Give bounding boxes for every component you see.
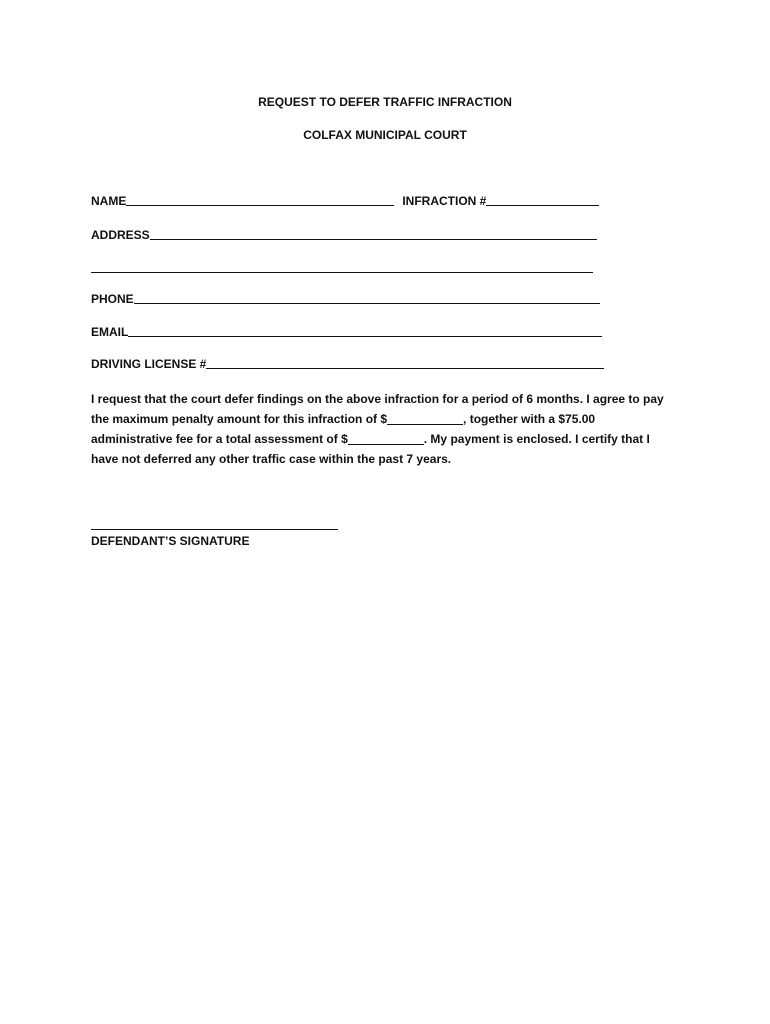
total-assessment-field[interactable]	[348, 432, 424, 445]
name-field[interactable]	[126, 193, 394, 206]
phone-row	[91, 291, 600, 306]
statement-line-2	[91, 409, 691, 429]
statement-line-3-end: . My payment is enclosed. I certify that I	[423, 432, 650, 446]
driving-license-row	[91, 356, 604, 371]
address-label: ADDRESS	[91, 228, 150, 242]
address-line-2-field[interactable]	[91, 260, 593, 273]
statement-line-3	[91, 429, 691, 449]
form-title: REQUEST TO DEFER TRAFFIC INFRACTION	[258, 95, 512, 109]
name-label: NAME	[91, 194, 127, 208]
address-row	[91, 227, 597, 242]
statement-line-2-end: , together with a $75.00	[463, 412, 596, 426]
statement-line-1: I request that the court defer findings on the above infraction for a period of 6 months. I agree to pay	[91, 392, 664, 406]
phone-field[interactable]	[134, 291, 600, 304]
driving-license-field[interactable]	[206, 356, 604, 369]
email-field[interactable]	[128, 324, 602, 337]
statement-line-4: have not deferred any other traffic case within the past 7 years.	[91, 452, 452, 466]
court-name: COLFAX MUNICIPAL COURT	[303, 128, 467, 142]
infraction-number-field[interactable]	[486, 193, 599, 206]
address-field[interactable]	[150, 227, 597, 240]
statement-line-3-start: administrative fee for a total assessment of $	[91, 432, 348, 446]
signature-field[interactable]	[91, 529, 338, 530]
email-row	[91, 324, 602, 339]
penalty-amount-field[interactable]	[387, 412, 463, 425]
signature-label: DEFENDANT’S SIGNATURE	[91, 534, 250, 548]
email-label: EMAIL	[91, 325, 129, 339]
name-infraction-row	[91, 193, 599, 208]
phone-label: PHONE	[91, 292, 134, 306]
statement-paragraph	[91, 389, 691, 469]
infraction-label: INFRACTION #	[402, 194, 487, 208]
driving-license-label: DRIVING LICENSE #	[91, 357, 207, 371]
statement-line-2-start: the maximum penalty amount for this infraction of $	[91, 412, 388, 426]
address-line-2-row	[91, 260, 593, 275]
